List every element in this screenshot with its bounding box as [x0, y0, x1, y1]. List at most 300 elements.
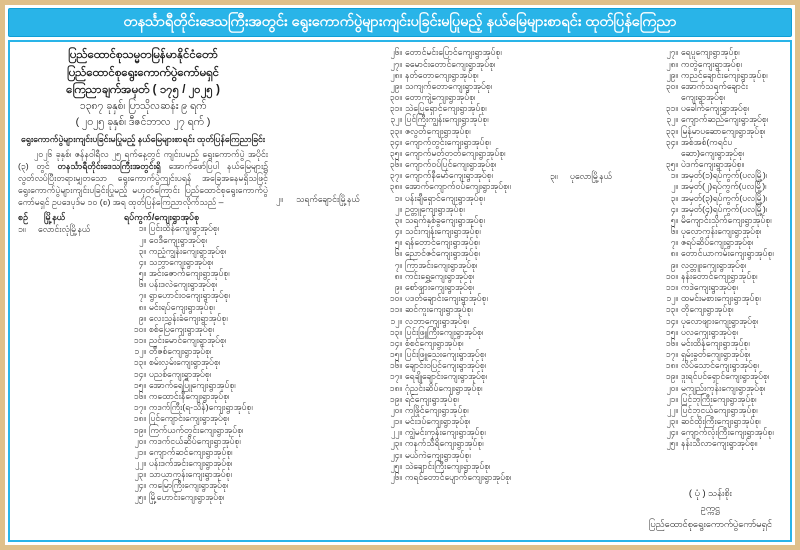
- item-name: ပညစ်ကျေးရွာအုပ်စု၊: [149, 368, 212, 379]
- township-number: ၂။: [276, 193, 283, 204]
- item-name: ပန်းဒလဲကျေးရွာအုပ်စု၊: [149, 279, 218, 290]
- list-item: [656, 170, 782, 181]
- item-name: ပုလောကုန်းကျေးရွာအုပ်စု၊: [681, 226, 762, 237]
- table-header-township: မြို့နယ်: [44, 211, 66, 222]
- list-item: [124, 391, 268, 402]
- item-name: မင်းရပ်ကျေးရွာအုပ်စု၊: [149, 301, 215, 312]
- item-number: ၆။: [670, 226, 678, 237]
- item-number: ၇။: [394, 259, 402, 270]
- list-item: [656, 304, 782, 315]
- list-item: [124, 268, 268, 279]
- list-item: [380, 405, 542, 416]
- item-name: သင်းကျန်းကျေးရွာအုပ်စု၊: [405, 226, 481, 237]
- list-item: [380, 438, 542, 449]
- tract-list-column-3: [550, 47, 782, 449]
- item-name: ခမောင်းတောင်ကျေးရွာအုပ်စု၊: [405, 58, 496, 69]
- item-name: သာယာကုန်းကျေးရွာအုပ်စု၊: [149, 469, 232, 480]
- township-number: ၃။: [550, 171, 558, 182]
- item-name: ရန်တောင်ကျေးရွာအုပ်စု၊: [405, 237, 480, 248]
- item-name: ညင်းမောင်ကျေးရွာအုပ်စု၊: [149, 335, 227, 346]
- item-number: ၇။: [670, 237, 678, 248]
- item-number: ၅။: [394, 237, 402, 248]
- item-number: ၂၂။: [666, 404, 678, 415]
- item-name: ချောင်းဝပြင်ကျေးရွာအုပ်စု၊: [405, 360, 487, 371]
- township-label: [18, 223, 124, 235]
- list-item: [656, 159, 782, 170]
- item-number: ၂၉။: [666, 69, 678, 80]
- signatory-org: ပြည်ထောင်စုရွေးကောက်ပွဲကော်မရှင်: [648, 518, 772, 529]
- list-item: [380, 70, 542, 81]
- item-number: ၆။: [138, 279, 146, 290]
- announcement-subtitle: ရွေးကောက်ပွဲများကျင်းပခြင်းမပြုမည့် နယ်မြေများစာရင်း ထုတ်ပြန်ကြေညာခြင်း: [20, 133, 266, 144]
- item-name: ပုလောဖျားကျေးရွာအုပ်စု၊: [681, 315, 759, 326]
- list-item: [124, 447, 268, 458]
- item-number: ၁။: [670, 170, 678, 181]
- item-number: ၄။: [138, 256, 146, 267]
- item-name: လဘာကျေးရွာအုပ်စု၊: [405, 315, 469, 326]
- document-paper: [5, 5, 795, 545]
- list-item: [380, 226, 542, 237]
- list-item: [656, 193, 782, 204]
- list-item: [380, 349, 542, 360]
- item-name: ကျောက်လုံးကြီးကျေးရွာအုပ်စု၊: [681, 427, 774, 438]
- item-name: ပန်းချီရှောင်ကျေးရွာအုပ်စု၊: [405, 192, 485, 203]
- list-item: [380, 126, 542, 137]
- item-number: ၁၈။: [133, 413, 146, 424]
- item-name: ပန်းဒက်အင်းကျေးရွာအုပ်စု၊: [149, 458, 233, 469]
- item-number: ၃၃။: [665, 125, 678, 136]
- list-item: [656, 349, 782, 360]
- item-number: ၂၆။: [390, 471, 402, 482]
- item-number: ၁၃။: [133, 357, 146, 368]
- item-number: ၁၀။: [389, 293, 402, 304]
- item-name: ကမြောကြီးကျေးရွာအုပ်စု၊: [149, 480, 229, 491]
- item-number: ၁၅။: [389, 349, 402, 360]
- item-number: ၃။: [138, 245, 146, 256]
- item-name: ကရင်တောင်ပျောက်ကျေးရွာအုပ်စု၊: [405, 471, 512, 482]
- intro-text-post: အောက်ဖော်ပြပါ နယ်မြေများ၌ လွတ်လပ်ပြီးတရားမျှတသော ရွေးကောက်ပွဲကျင်းပရန် အခြေအနေမရှိသဖြင့် ရွေးကောက်ပွဲများကျင်းပခြင်းပြုမည့် မဟုတ်ကြောင်း ပြည်ထောင်စုရွေးကောက်ပွဲကော်မရှင် ဥပဒေပုဒ်မ ၁၀ (စ) အရ ထုတ်ပြန်ကြေညာလိုက်သည် –: [18, 160, 268, 207]
- intro-paragraph: [18, 148, 268, 208]
- item-number: ၂၇။: [666, 47, 678, 58]
- item-name: ကျွဲမင်းကုန်းကျေးရွာအုပ်စု၊: [405, 427, 486, 438]
- list-item: [656, 103, 782, 114]
- list-item: [124, 357, 268, 368]
- item-name: အောက်သရက်ချောင်းကျေးရွာအုပ်စု၊: [681, 80, 748, 103]
- item-name: မြန်မာပဆောကျေးရွာအုပ်စု၊: [681, 125, 766, 136]
- item-number: ၁၆။: [389, 360, 402, 371]
- list-item: [656, 282, 782, 293]
- item-number: ၂၃။: [134, 469, 146, 480]
- item-name: ရွာဟောင်းဝကျေးရွာအုပ်စု၊: [149, 290, 230, 301]
- item-name: သဲပြေရှောင်ကျေးရွာအုပ်စု၊: [405, 103, 487, 114]
- list-item: [656, 237, 782, 248]
- item-name: ကဖြိုင်ကျေးရွာအုပ်စု၊: [405, 404, 469, 415]
- item-name: သရက်နှစ်ခွကျေးရွာအုပ်စု၊: [405, 214, 485, 225]
- item-number: ၃၇။: [389, 170, 402, 181]
- list-item: [656, 383, 782, 394]
- item-number: ၁၇။: [133, 402, 146, 413]
- list-item: [380, 472, 542, 483]
- list-item: [656, 271, 782, 282]
- item-name: နန်းတောင်ကျေးရွာအုပ်စု၊: [681, 270, 758, 281]
- item-name: အစ်အစ်(ကရင်ပဆော)ကျေးရွာအုပ်စု၊: [681, 136, 745, 158]
- list-item: [124, 369, 268, 380]
- list-item: [380, 47, 542, 58]
- item-number: ၇။: [138, 290, 146, 301]
- item-name: ဇလွတ်ကျေးရွာအုပ်စု၊: [405, 125, 471, 136]
- item-number: ၁၈။: [389, 382, 402, 393]
- item-name: ကြာအင်းကျေးရွာအုပ်စု၊: [405, 259, 478, 270]
- table-header-no: စဉ်: [18, 211, 29, 222]
- list-item: [380, 81, 542, 92]
- list-item: [656, 126, 782, 137]
- item-name: ကနက်သီရိကျေးရွာအုပ်စု၊: [405, 438, 484, 449]
- item-name: နန်းသီလာကျေးရွာအုပ်စု။: [681, 438, 758, 449]
- item-number: ၂၇။: [390, 58, 402, 69]
- gregorian-date: ( ၂၀၂၅ ခုနှစ်၊ ဒီဇင်ဘာလ ၂၇ ရက် ): [75, 115, 211, 128]
- list-item: [124, 302, 268, 313]
- list-item: [656, 338, 782, 349]
- item-name: ကျောက်တွင်းကျေးရွာအုပ်စု၊: [405, 136, 491, 147]
- item-name: တောင်မင်းပြောင်ကျေးရွာအုပ်စု၊: [405, 47, 502, 58]
- intro-text-bold: တနင်္သာရီတိုင်းဒေသကြီးအတွင်းရှိ: [57, 160, 161, 171]
- item-name: ညောင်ဇင်ကျေးရွာအုပ်စု၊: [405, 248, 480, 259]
- item-name: လတ္တူးကျေးရွာအုပ်စု၊: [681, 259, 747, 270]
- table-header: [18, 211, 268, 224]
- item-number: ၉။: [394, 282, 402, 292]
- list-item: [124, 436, 268, 447]
- item-number: ၂၃။: [390, 438, 402, 449]
- list-item: [124, 235, 268, 246]
- item-number: ၂၁။: [134, 446, 146, 457]
- item-number: ၂၃။: [666, 416, 678, 427]
- township-label: [550, 47, 656, 48]
- item-number: ၂။: [395, 203, 402, 214]
- item-number: ၄။: [394, 226, 402, 237]
- item-number: ၂၁။: [666, 393, 678, 404]
- item-number: ၁၀။: [665, 270, 678, 281]
- item-number: ၁၆။: [665, 337, 678, 348]
- list-item: [124, 279, 268, 290]
- list-item: [656, 316, 782, 327]
- signatory-name: ( ပုံ ) သန်းစိုး: [688, 488, 732, 499]
- list-item: [656, 327, 782, 338]
- announcement-number: ကြေညာချက်အမှတ် ( ၁၇၅ / ၂၀၂၅ ): [66, 83, 220, 96]
- item-name: ကတွဲကျေးရွာအုပ်စု၊: [681, 58, 742, 69]
- list-item: [380, 137, 542, 148]
- signatory-title: ဥက္ကဋ္ဌ: [700, 503, 721, 514]
- list-item: [124, 290, 268, 301]
- tract-list: [124, 223, 268, 502]
- item-name: ပြင်ကြီးကျွန်းကျေးရွာအုပ်စု၊: [405, 114, 489, 125]
- item-number: ၁၄။: [133, 368, 146, 379]
- item-number: ၂၈။: [666, 58, 678, 69]
- item-number: ၂၄။: [134, 480, 146, 491]
- list-item: [380, 271, 542, 282]
- item-number: ၂၄။: [666, 427, 678, 438]
- item-number: ၂၅။: [390, 460, 402, 471]
- item-name: အမှတ်(၁)ရပ်ကွက်(ပလမြို့)၊: [681, 170, 768, 181]
- item-name: ဇရပ်ဆိပ်ကျေးရွာအုပ်စု၊: [681, 237, 754, 248]
- item-number: ၃၃။: [389, 125, 402, 136]
- list-item: [124, 223, 268, 234]
- list-item: [656, 394, 782, 405]
- item-number: ၁။: [138, 223, 146, 234]
- item-number: ၃၁။: [665, 103, 678, 114]
- item-name: ပခေါက်ကျေးရွာအုပ်စု၊: [681, 103, 750, 114]
- township-name: ပုလောမြို့နယ်: [570, 171, 613, 182]
- item-name: ကညံ့ကျွန်းကျေးရွာအုပ်စု၊: [149, 245, 227, 256]
- headline-banner: [8, 8, 792, 37]
- list-item: [380, 360, 542, 371]
- township-segment: [550, 47, 782, 170]
- item-number: ၃၄။: [665, 136, 678, 147]
- township-name: သရက်ချောင်းမြို့နယ်: [296, 193, 360, 204]
- item-number: ၅။: [670, 214, 678, 225]
- item-number: ၃၀။: [665, 80, 678, 91]
- list-item: [124, 324, 268, 335]
- list-item: [380, 416, 542, 427]
- item-name: ပြင်းဖြူသေးကျေးရွာအုပ်စု၊: [405, 349, 487, 360]
- item-number: ၂၀။: [134, 435, 146, 446]
- item-name: ကြက်ယက်တွင်းကျေးရွာအုပ်စု၊: [149, 424, 244, 435]
- township-label: [276, 193, 380, 205]
- list-item: [380, 282, 542, 293]
- item-name: မကျည်းကုန်းကျေးရွာအုပ်စု၊: [681, 382, 766, 393]
- item-name: အင်းဇောက်ကျေးရွာအုပ်စု၊: [149, 268, 230, 279]
- list-item: [124, 257, 268, 268]
- item-number: ၁၁။: [133, 335, 146, 346]
- item-number: ၃၆။: [389, 159, 402, 170]
- list-item: [380, 304, 542, 315]
- item-number: ၃၁။: [389, 103, 402, 114]
- tract-list: [656, 170, 782, 449]
- item-number: ၁၂။: [390, 315, 402, 326]
- item-number: ၂၀။: [390, 404, 402, 415]
- item-name: ကဒဲကျေးရွာအုပ်စု၊: [681, 282, 738, 292]
- list-item: [656, 215, 782, 226]
- list-item: [380, 293, 542, 304]
- item-name: တီဇစ်ကျေးရွာအုပ်စု၊: [149, 346, 212, 357]
- item-name: ဂုံညင်းဆိပ်ကျေးရွာအုပ်စု၊: [405, 382, 483, 393]
- list-item: [380, 383, 542, 394]
- list-item: [124, 492, 268, 503]
- item-number: ၁၇။: [389, 371, 402, 382]
- item-number: ၂၉။: [390, 80, 402, 91]
- list-item: [656, 226, 782, 237]
- state-title: ပြည်ထောင်စုသမ္မတမြန်မာနိုင်ငံတော်: [67, 49, 219, 62]
- tract-list-column-2: [276, 47, 542, 483]
- list-item: [656, 59, 782, 70]
- list-item: [656, 47, 782, 58]
- item-name: မင်းဒပ်ကျေးရွာအုပ်စု၊: [405, 416, 471, 427]
- item-name: စစ်ပြေကျေးရွာအုပ်စု၊: [149, 323, 214, 334]
- list-item: [380, 248, 542, 259]
- item-number: ၃၈။: [389, 181, 402, 192]
- item-name: ကဒက်ငယ်ဆိပ်ကျေးရွာအုပ်စု၊: [149, 435, 241, 446]
- item-name: အမှတ်(၂)ရပ်ကွက်(ပလမြို့)၊: [681, 181, 767, 192]
- item-name: သဘွာကျေးရွာအုပ်စု၊: [149, 256, 214, 267]
- item-number: ၁၄။: [389, 337, 402, 348]
- item-number: ၁၂။: [134, 346, 146, 357]
- list-item: [380, 181, 542, 192]
- list-item: [380, 215, 542, 226]
- item-number: ၂၂။: [134, 458, 146, 469]
- list-item: [124, 413, 268, 424]
- list-item: [656, 248, 782, 259]
- item-name: တိုကျေးရွာအုပ်စု၊: [681, 304, 734, 315]
- list-item: [124, 380, 268, 391]
- item-number: ၁၉။: [133, 424, 146, 435]
- item-number: ၁၅။: [133, 379, 146, 390]
- myanmar-date: ၁၃၈၇ ခုနှစ်၊ ပြာသိုလဆန်း ၉ ရက်: [79, 100, 207, 113]
- item-name: တောကျဲ့ကျေးရွာအုပ်စု၊: [405, 92, 476, 103]
- list-item: [380, 427, 542, 438]
- list-item: [656, 293, 782, 304]
- township-segment: [276, 47, 542, 192]
- item-number: ၁၂။: [666, 293, 678, 304]
- item-name: နတ်တောကျေးရွာအုပ်စု၊: [405, 69, 479, 80]
- list-item: [124, 246, 268, 257]
- item-number: ၉။: [670, 259, 678, 270]
- list-item: [380, 170, 542, 181]
- item-name: လိပ်သောင်ကျေးရွာအုပ်စု၊: [681, 360, 759, 371]
- township-number: ၁။: [18, 224, 26, 235]
- list-item: [656, 70, 782, 81]
- item-number: ၃၀။: [389, 92, 402, 103]
- item-number: ၁၅။: [665, 326, 678, 337]
- township-name: လောင်းလုံမြို့နယ်: [38, 224, 91, 235]
- item-name: မင်းထိန်ကျေးရွာအုပ်စု၊: [681, 337, 750, 348]
- item-number: ၂၈။: [390, 69, 402, 80]
- column-right: [550, 47, 782, 534]
- item-number: ၁၇။: [665, 349, 678, 360]
- list-item: [124, 480, 268, 491]
- item-number: ၃၅။: [389, 147, 402, 158]
- item-number: ၁၁။: [389, 304, 402, 315]
- item-name: ဥတ္တူကျေးရွာအုပ်စု၊: [405, 203, 465, 214]
- list-item: [656, 181, 782, 192]
- item-name: စံစင်ကျေးရွာအုပ်စု၊: [405, 337, 464, 348]
- item-number: ၃၂။: [390, 114, 402, 125]
- list-item: [380, 338, 542, 349]
- list-item: [656, 405, 782, 416]
- item-name: ကျောက်ဝပ်ပြင်ကျေးရွာအုပ်စု၊: [405, 159, 497, 170]
- item-number: ၂၆။: [390, 47, 402, 58]
- list-item: [380, 103, 542, 114]
- item-name: ရှမ်းခွတ်ကျေးရွာအုပ်စု၊: [681, 349, 751, 360]
- item-number: ၁၀။: [133, 323, 146, 334]
- list-item: [124, 402, 268, 413]
- item-number: ၂၀။: [666, 382, 678, 393]
- item-name: ဝေဒီကျေးရွာအုပ်စု၊: [149, 234, 208, 245]
- township-segment: [550, 170, 782, 449]
- item-name: မယ်ကဲကျေးရွာအုပ်စု၊: [405, 449, 471, 460]
- item-name: ပြင်ဘုကြီးကျေးရွာအုပ်စု၊: [681, 393, 757, 404]
- item-name: လေးသွန်းခံကျေးရွာအုပ်စု၊: [149, 312, 228, 323]
- list-item: [380, 159, 542, 170]
- township-label: [276, 47, 380, 48]
- list-item: [380, 461, 542, 472]
- list-item: [380, 260, 542, 271]
- item-name: ပြင်ဘုငယ်ကျေးရွာအုပ်စု၊: [681, 404, 758, 415]
- item-number: ၃၄။: [389, 136, 402, 147]
- list-item: [656, 81, 782, 103]
- item-name: ကဒက်ကြီး(ရ-သိန်)ကျေးရွာအုပ်စု၊: [149, 402, 253, 413]
- item-name: အမှတ်(၃)ရပ်ကွက်(ပလမြို့)၊: [681, 192, 768, 203]
- item-name: သကျက်တောကျေးရွာအုပ်စု၊: [405, 80, 493, 91]
- item-number: ၃။: [670, 192, 678, 203]
- document-header: [18, 47, 268, 144]
- list-item: [656, 416, 782, 427]
- item-number: ၂။: [139, 234, 146, 245]
- item-number: ၃၅။: [665, 159, 678, 170]
- headline-title: တနင်္သာရီတိုင်းဒေသကြီးအတွင်း ရွေးကောက်ပွဲများကျင်းပခြင်းမပြုမည့် နယ်မြေများစာရင်း ထုတ်ပြန်ကြေညာ: [123, 14, 677, 30]
- item-name: ကျောက်နီမော်ကျေးရွာအုပ်စု၊: [405, 170, 494, 181]
- commission-title: ပြည်ထောင်စုရွေးကောက်ပွဲကော်မရှင်: [66, 66, 220, 79]
- item-name: မိကျောင်းသိုက်ကျေးရွာအုပ်စု၊: [681, 214, 772, 225]
- item-name: သဲချောင်းကြီးကျေးရွာအုပ်စု၊: [405, 460, 491, 471]
- item-number: ၁၈။: [665, 360, 678, 371]
- item-number: ၂၄။: [390, 449, 402, 460]
- tract-list: [380, 193, 542, 483]
- document-body: [8, 40, 792, 542]
- signature-block: [649, 484, 782, 534]
- item-name: ပြင်းထိန်ကျေးရွာအုပ်စု၊: [149, 223, 220, 234]
- item-number: ၃၂။: [666, 114, 678, 125]
- item-name: ပလကျေးရွာအုပ်စု၊: [681, 326, 739, 337]
- list-item: [656, 371, 782, 382]
- list-item: [656, 137, 782, 159]
- item-name: ကျောက်ဆင်ကျေးရွာအုပ်စု၊: [149, 446, 233, 457]
- item-number: ၅။: [138, 268, 146, 279]
- list-item: [380, 394, 542, 405]
- item-number: ၁၄။: [665, 315, 678, 326]
- list-item: [124, 346, 268, 357]
- list-item: [656, 427, 782, 438]
- item-number: ၆။: [394, 248, 402, 259]
- item-number: ၁၉။: [665, 371, 678, 382]
- list-item: [380, 237, 542, 248]
- item-name: မြို့ဟောင်းကျေးရွာအုပ်စု၊: [149, 491, 225, 502]
- item-number: ၁၁။: [665, 282, 678, 292]
- list-item: [380, 204, 542, 215]
- item-name: စမ်းလှမ်းကျေးရွာအုပ်စု၊: [149, 357, 221, 368]
- list-item: [656, 114, 782, 125]
- list-item: [656, 360, 782, 371]
- column-middle: [276, 47, 542, 534]
- item-number: ၁၃။: [389, 326, 402, 337]
- item-name: ဆင်ထိုးကြီးကျေးရွာအုပ်စု၊: [681, 416, 761, 427]
- list-item: [124, 313, 268, 324]
- list-item: [656, 260, 782, 271]
- list-item: [380, 327, 542, 338]
- township-segment: [276, 193, 542, 483]
- item-number: ၈။: [394, 270, 402, 281]
- item-name: ပဲဒက်ကျေးရွာအုပ်စု။: [681, 159, 745, 170]
- list-item: [380, 92, 542, 103]
- item-name: ပြင်ကျောင်းကျေးရွာအုပ်စု၊: [149, 413, 230, 424]
- item-number: ၂၅။: [134, 491, 146, 502]
- item-name: အောက်ကျောက်ဝပ်ကျေးရွာအုပ်စု။: [405, 181, 511, 192]
- list-item: [124, 425, 268, 436]
- item-number: ၉။: [138, 312, 146, 323]
- item-number: ၂၂။: [390, 427, 402, 438]
- list-item: [380, 193, 542, 204]
- item-number: ၈။: [138, 301, 146, 312]
- item-name: ကျောက်မတ်တတ်ကျေးရွာအုပ်စု၊: [405, 147, 506, 158]
- list-item: [656, 204, 782, 215]
